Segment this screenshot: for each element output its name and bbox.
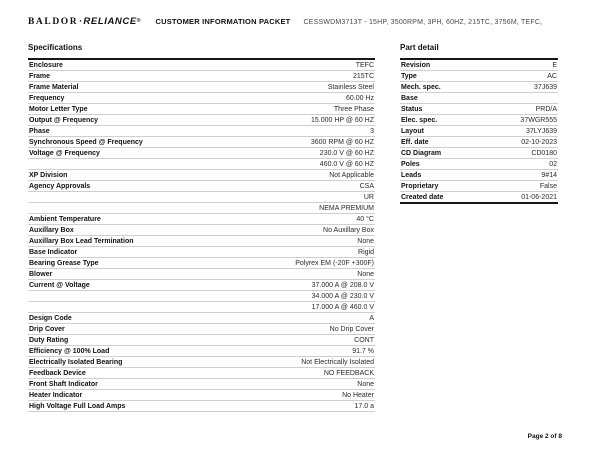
- table-row: [400, 192, 558, 202]
- row-label: High Voltage Full Load Amps: [29, 402, 126, 410]
- table-row: [28, 126, 375, 137]
- row-label: Drip Cover: [29, 325, 65, 333]
- row-value: None: [357, 380, 374, 388]
- row-label: Frame Material: [29, 83, 79, 91]
- row-value: Stainless Steel: [327, 83, 374, 91]
- row-value: 3600 RPM @ 60 HZ: [310, 138, 374, 146]
- baldor-reliance-logo: [28, 16, 140, 27]
- row-value: Polyrex EM (-20F +300F): [295, 259, 374, 267]
- row-label: Enclosure: [29, 61, 63, 69]
- row-value: TEFC: [355, 61, 374, 69]
- row-label: Front Shaft Indicator: [29, 380, 98, 388]
- row-label: Blower: [29, 270, 53, 278]
- table-row: [400, 137, 558, 148]
- row-value: 230.0 V @ 60 HZ: [319, 149, 374, 157]
- row-label: Ambient Temperature: [29, 215, 101, 223]
- row-value: 15.000 HP @ 60 HZ: [310, 116, 374, 124]
- table-row: [28, 181, 375, 192]
- row-value: 460.0 V @ 60 HZ: [319, 160, 374, 168]
- row-label: Output @ Frequency: [29, 116, 99, 124]
- row-value: No Auxillary Box: [323, 226, 374, 234]
- row-label: XP Division: [29, 171, 68, 179]
- table-row: [28, 225, 375, 236]
- table-row: [28, 93, 375, 104]
- table-row: [28, 214, 375, 225]
- page-header: [0, 0, 600, 27]
- logo-brand-reliance: RELIANCE: [83, 16, 137, 27]
- table-row: [28, 115, 375, 126]
- row-value: UR: [363, 193, 374, 201]
- row-value: 215TC: [352, 72, 374, 80]
- page-footer: [528, 433, 562, 440]
- row-label: Agency Approvals: [29, 182, 91, 190]
- table-row: [28, 258, 375, 269]
- table-row: [400, 82, 558, 93]
- table-row: [28, 71, 375, 82]
- table-row: [28, 137, 375, 148]
- row-value: 37J639: [534, 83, 557, 91]
- row-value: 01-06-2021: [521, 193, 557, 201]
- row-value: NEMA PREMIUM: [319, 204, 374, 212]
- row-label: Efficiency @ 100% Load: [29, 347, 110, 355]
- row-label: Phase: [29, 127, 50, 135]
- row-value: 9#14: [541, 171, 557, 179]
- row-value: 37LYJ639: [525, 127, 557, 135]
- part-detail-section: [400, 43, 558, 412]
- table-row: [400, 159, 558, 170]
- row-value: 3: [370, 127, 374, 135]
- table-row: [28, 104, 375, 115]
- row-label: Base Indicator: [29, 248, 78, 256]
- table-row: [28, 401, 375, 412]
- row-label: Status: [401, 105, 423, 113]
- row-value: 60.00 Hz: [345, 94, 374, 102]
- page-indicator: Page 2 of 8: [527, 433, 562, 440]
- row-label: Heater Indicator: [29, 391, 83, 399]
- table-row: [28, 324, 375, 335]
- row-label: Mech. spec.: [401, 83, 441, 91]
- row-label: Voltage @ Frequency: [29, 149, 100, 157]
- row-label: Eff. date: [401, 138, 429, 146]
- specifications-section: [28, 43, 375, 412]
- row-label: Proprietary: [401, 182, 439, 190]
- table-row: [28, 148, 375, 159]
- part-detail-table: [400, 58, 558, 204]
- row-label: Frequency: [29, 94, 65, 102]
- row-value: Not Applicable: [329, 171, 374, 179]
- row-value: NO FEEDBACK: [323, 369, 374, 377]
- row-value: 34.000 A @ 230.0 V: [311, 292, 374, 300]
- row-label: Design Code: [29, 314, 72, 322]
- table-row: [28, 368, 375, 379]
- row-value: PRD/A: [535, 105, 557, 113]
- row-value: False: [539, 182, 557, 190]
- table-row: [28, 313, 375, 324]
- row-value: 02: [549, 160, 557, 168]
- row-label: Base: [401, 94, 418, 102]
- table-row: [28, 280, 375, 291]
- table-row: [400, 148, 558, 159]
- row-label: Revision: [401, 61, 431, 69]
- row-value: AC: [547, 72, 557, 80]
- table-row: [28, 390, 375, 401]
- row-label: Auxillary Box: [29, 226, 74, 234]
- content-columns: [0, 43, 600, 412]
- row-value: CONT: [354, 336, 374, 344]
- table-row: [28, 346, 375, 357]
- row-value: CD0180: [531, 149, 557, 157]
- row-value: None: [357, 270, 374, 278]
- table-row: [400, 104, 558, 115]
- row-value: 40 °C: [356, 215, 374, 223]
- table-row: [28, 379, 375, 390]
- table-row: [400, 170, 558, 181]
- row-value: None: [357, 237, 374, 245]
- row-value: A: [369, 314, 374, 322]
- table-row: [28, 192, 375, 203]
- row-value: No Heater: [342, 391, 374, 399]
- row-value: Three Phase: [333, 105, 374, 113]
- row-label: Elec. spec.: [401, 116, 438, 124]
- row-value: 91.7 %: [352, 347, 374, 355]
- row-value: 37.000 A @ 208.0 V: [311, 281, 374, 289]
- table-row: [400, 126, 558, 137]
- table-row: [400, 60, 558, 71]
- row-label: Current @ Voltage: [29, 281, 90, 289]
- row-label: Poles: [401, 160, 420, 168]
- row-value: CSA: [359, 182, 374, 190]
- row-label: Type: [401, 72, 417, 80]
- table-row: [400, 181, 558, 192]
- table-row: [28, 357, 375, 368]
- table-row: [28, 302, 375, 313]
- row-value: 17.0 a: [354, 402, 374, 410]
- table-row: [28, 236, 375, 247]
- table-row: [28, 159, 375, 170]
- specifications-heading: Specifications: [28, 43, 83, 52]
- table-row: [28, 170, 375, 181]
- logo-brand-baldor: BALDOR: [28, 17, 79, 27]
- row-value: No Drip Cover: [329, 325, 374, 333]
- table-row: [28, 203, 375, 214]
- logo-separator-dot: ·: [79, 16, 83, 27]
- table-row: [400, 115, 558, 126]
- row-label: Frame: [29, 72, 51, 80]
- table-row: [28, 291, 375, 302]
- table-row: [28, 247, 375, 258]
- row-value: Rigid: [358, 248, 374, 256]
- row-value: Not Electrically Isolated: [301, 358, 374, 366]
- row-label: Created date: [401, 193, 444, 201]
- table-row: [28, 269, 375, 280]
- row-value: 02-10-2023: [521, 138, 557, 146]
- document-title: CUSTOMER INFORMATION PACKET: [155, 17, 291, 26]
- table-row: [28, 82, 375, 93]
- row-value: 37WGR555: [520, 116, 557, 124]
- row-label: Leads: [401, 171, 422, 179]
- row-label: Motor Letter Type: [29, 105, 88, 113]
- table-row: [28, 335, 375, 346]
- table-row: [28, 60, 375, 71]
- specifications-table: [28, 58, 375, 412]
- row-label: CD Diagram: [401, 149, 442, 157]
- row-label: Feedback Device: [29, 369, 86, 377]
- registered-trademark-icon: ®: [136, 18, 141, 24]
- product-code-subtitle: CESSWDM3713T - 15HP, 3500RPM, 3PH, 60HZ, 215TC, 3756M, TEFC,: [303, 19, 543, 26]
- row-label: Synchronous Speed @ Frequency: [29, 138, 143, 146]
- row-value: E: [552, 61, 557, 69]
- table-row: [400, 71, 558, 82]
- part-detail-heading: Part detail: [400, 43, 439, 52]
- row-value: 17.000 A @ 460.0 V: [311, 303, 374, 311]
- row-label: Electrically Isolated Bearing: [29, 358, 123, 366]
- row-label: Duty Rating: [29, 336, 69, 344]
- row-label: Bearing Grease Type: [29, 259, 99, 267]
- row-label: Auxillary Box Lead Termination: [29, 237, 134, 245]
- row-label: Layout: [401, 127, 424, 135]
- table-row: [400, 93, 558, 104]
